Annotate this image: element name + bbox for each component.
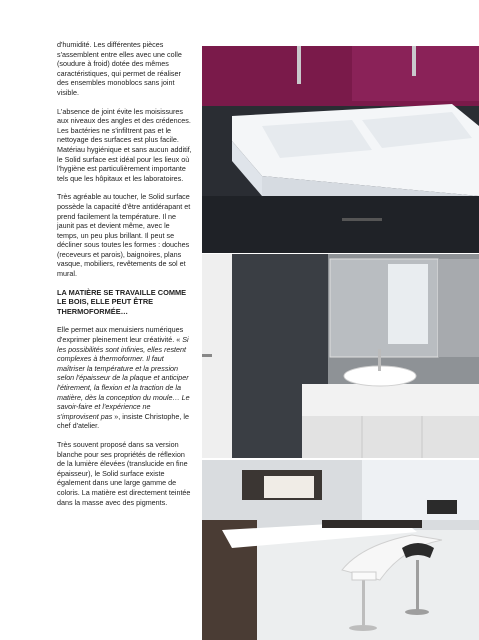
photo-vanity-basin xyxy=(202,254,479,458)
photo-kitchen-island xyxy=(202,460,479,640)
paragraph-touch: Très agréable au toucher, le Solid surface possède la capacité d'être antidérapant et prend facilement la température. Il ne jaunit pas et devient même, avec le temps, un peu plus brillant. Il peut se décliner sous toutes les formes : douches (receveurs et parois), baignoires, plans vasque, mobiliers, revêtements de sol et mural. xyxy=(57,192,191,279)
creativity-intro: Elle permet aux menuisiers numériques d'exprimer pleinement leur créativité. « xyxy=(57,325,184,345)
kitchen-island-stools-icon xyxy=(202,460,479,640)
quote-christophe: Si les possibilités sont infinies, elles restent complexes à thermoformer. Il faut maîtriser la température et la pression selon l'épaisseur de la plaque et anticiper l'étirement, la flexion et la traction de la matière, dès la conception du moule… Le savoir-faire et l'expérience ne s'improvisent pas xyxy=(57,335,190,421)
vanity-basin-mirror-icon xyxy=(202,254,479,458)
paragraph-joints: L'absence de joint évite les moisissures aux niveaux des angles et des crédences. Les bactéries ne s'infiltrent pas et le nettoyage des surfaces est plus facile. Matériau hygiénique et sans aucun additif, le Solid surface est idéal pour les lieux où l'hygiène est particulièrement importante tels que les hôpitaux et les laboratoires. xyxy=(57,106,192,183)
paragraph-creativity xyxy=(57,325,193,431)
photo-double-sink xyxy=(202,46,479,253)
paragraph-colors: Très souvent proposé dans sa version blanche pour ses propriétés de réflexion de la lumière élevées (translucide en fine épaisseur), le Solid surface existe également dans une large gamme de coloris. La matière est directement teintée dans la masse avec des pigments. xyxy=(57,439,191,507)
section-heading: LA MATIÈRE SE TRAVAILLE COMME LE BOIS, ELLE PEUT ÊTRE THERMOFORMÉE… xyxy=(57,287,187,316)
article-text-column xyxy=(57,40,193,516)
creativity-outro: », insiste Christophe, le chef d'atelier. xyxy=(57,411,190,431)
bathroom-double-sink-icon xyxy=(202,46,479,253)
paragraph-humidity: d'humidité. Les différentes pièces s'assemblent entre elles avec une colle (soudure à froid) dotée des mêmes caractéristiques, qui permet de réaliser des ensembles monoblocs sans joint visible. xyxy=(57,40,182,97)
